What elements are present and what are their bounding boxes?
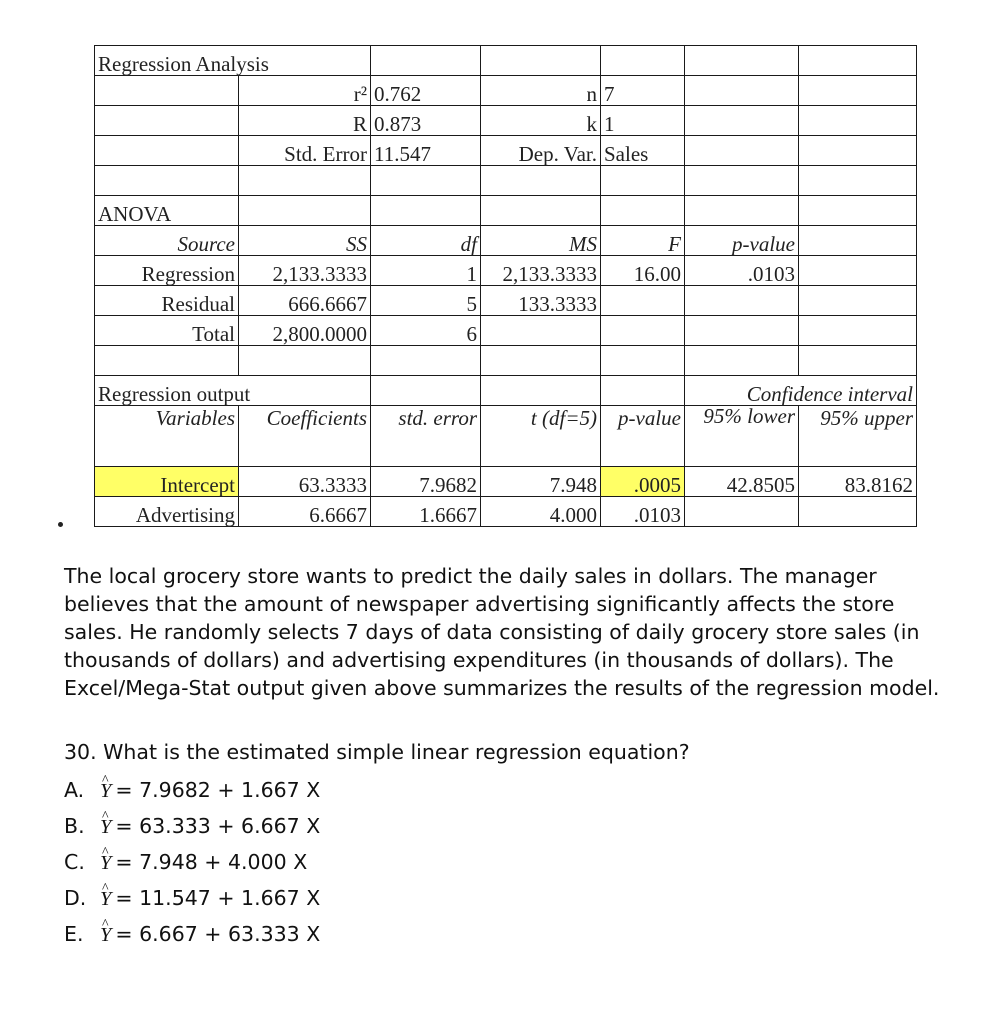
option-b[interactable] [64,808,944,844]
anova-df: 6 [371,316,481,346]
output-coefficient: 63.3333 [239,467,371,497]
output-coefficient: 6.6667 [239,497,371,527]
output-t: 7.948 [481,467,601,497]
k-value: 1 [601,106,685,136]
confidence-interval-label: Confidence interval [685,376,917,406]
output-std-error: 1.6667 [371,497,481,527]
anova-header-df: df [371,226,481,256]
anova-header-ms: MS [481,226,601,256]
anova-source: Total [95,316,239,346]
anova-ss: 2,133.3333 [239,256,371,286]
y-hat-symbol: ^ Y [100,845,111,881]
option-letter: C. [64,850,85,874]
output-header-t: t (df=5) [481,406,601,467]
output-t: 4.000 [481,497,601,527]
option-equation: = 7.9682 + 1.667 X [115,778,321,802]
regression-output-table [94,45,917,527]
output-variable: Intercept [95,467,239,497]
output-variable: Advertising [95,497,239,527]
option-d[interactable] [64,880,944,916]
option-letter: B. [64,814,85,838]
anova-row-residual [95,286,917,316]
n-value: 7 [601,76,685,106]
R-value: 0.873 [371,106,481,136]
r2-value: 0.762 [371,76,481,106]
option-letter: E. [64,922,84,946]
y-hat-symbol: ^ Y [100,917,111,953]
output-95-lower: 42.8505 [685,467,799,497]
output-row-intercept [95,467,917,497]
question-text: 30. What is the estimated simple linear regression equation? [64,740,690,764]
anova-row-regression [95,256,917,286]
output-pvalue: .0103 [601,497,685,527]
anova-df: 5 [371,286,481,316]
anova-f: 16.00 [601,256,685,286]
anova-title: ANOVA [95,196,239,226]
regression-output-title: Regression output [95,376,371,406]
option-letter: A. [64,778,85,802]
anova-source: Residual [95,286,239,316]
anova-df: 1 [371,256,481,286]
output-header-pvalue: p-value [601,406,685,467]
output-header-95-upper: 95% upper [799,406,917,467]
answer-options [64,772,944,952]
output-header-coefficients: Coefficients [239,406,371,467]
std-error-value: 11.547 [371,136,481,166]
option-e[interactable] [64,916,944,952]
problem-text: The local grocery store wants to predict the daily sales in dollars. The manager believes that the amount of newspaper advertising significantly affects the store sales. He randomly selects 7 days of data consisting of daily grocery store sales (in thousands of dollars) and advertising expenditures (in thousands of dollars). The Excel/Mega-Stat output given above summarizes the results of the regression model. [64,564,940,700]
option-c[interactable] [64,844,944,880]
output-std-error: 7.9682 [371,467,481,497]
anova-source: Regression [95,256,239,286]
output-header-95-lower: 95% lower [685,406,799,467]
anova-row-total [95,316,917,346]
option-equation: = 11.547 + 1.667 X [115,886,321,910]
R-label: R [239,106,371,136]
n-label: n [481,76,601,106]
option-letter: D. [64,886,87,910]
anova-header-source: Source [95,226,239,256]
output-header-std-error: std. error [371,406,481,467]
std-error-label: Std. Error [239,136,371,166]
dep-var-label: Dep. Var. [481,136,601,166]
bullet-dot [58,522,63,527]
anova-ms: 133.3333 [481,286,601,316]
anova-ms: 2,133.3333 [481,256,601,286]
y-hat-symbol: ^ Y [100,881,111,917]
anova-header-f: F [601,226,685,256]
option-a[interactable] [64,772,944,808]
output-row-advertising [95,497,917,527]
r2-label: r² [239,76,371,106]
output-95-upper: 83.8162 [799,467,917,497]
option-equation: = 6.667 + 63.333 X [115,922,321,946]
dep-var-value: Sales [601,136,685,166]
output-header-variables: Variables [95,406,239,467]
y-hat-symbol: ^ Y [100,809,111,845]
option-equation: = 63.333 + 6.667 X [115,814,321,838]
anova-ss: 666.6667 [239,286,371,316]
y-hat-symbol: ^ Y [100,773,111,809]
anova-header-ss: SS [239,226,371,256]
anova-header-pvalue: p-value [685,226,799,256]
problem-statement [64,562,944,952]
k-label: k [481,106,601,136]
output-pvalue: .0005 [601,467,685,497]
anova-ss: 2,800.0000 [239,316,371,346]
option-equation: = 7.948 + 4.000 X [115,850,308,874]
regression-analysis-title: Regression Analysis [95,46,371,76]
anova-pvalue: .0103 [685,256,799,286]
